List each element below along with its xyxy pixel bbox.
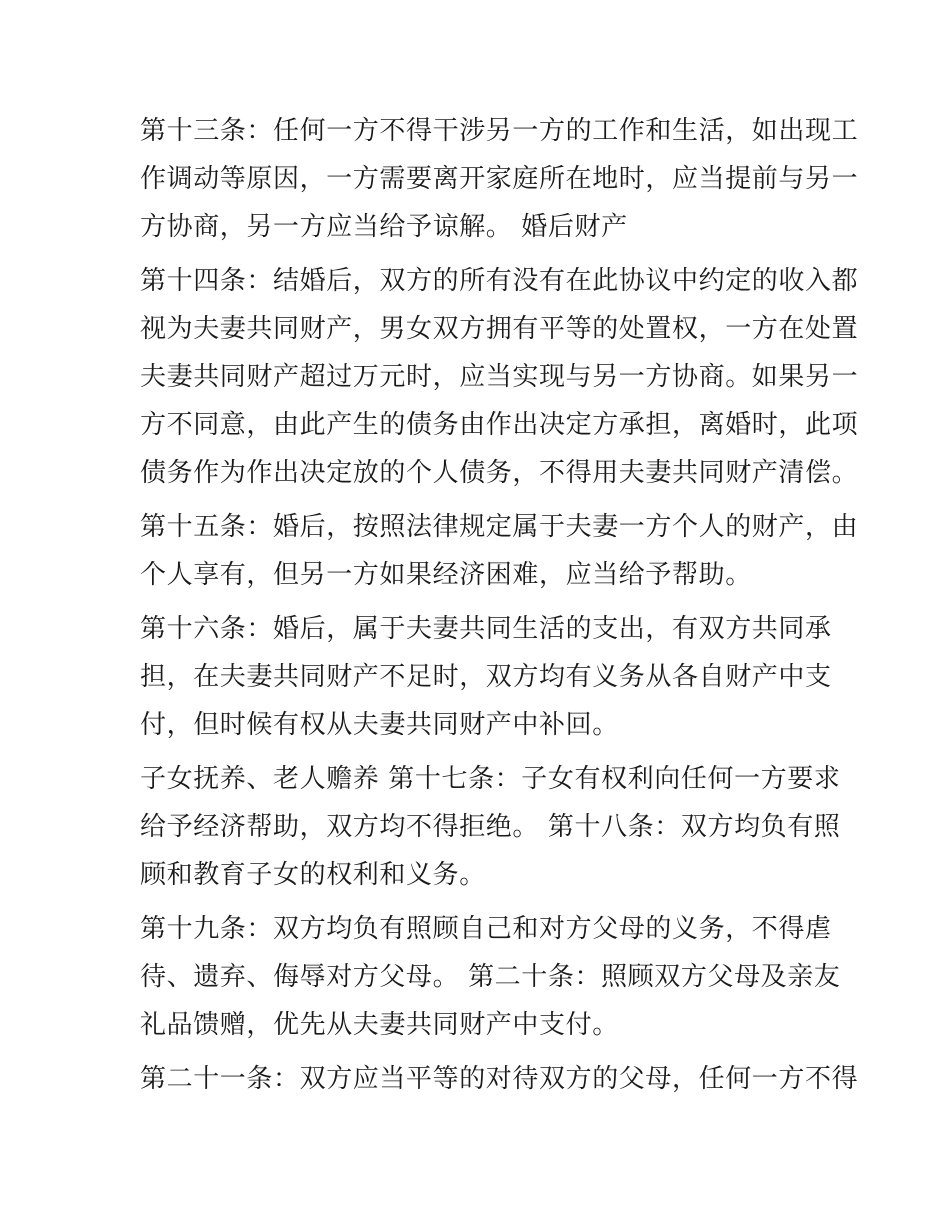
text-line: 第十九条：双方均负有照顾自己和对方父母的义务，不得虐: [140, 914, 832, 944]
text-line: 担，在夫妻共同财产不足时，双方均有义务从各自财产中支: [140, 662, 832, 692]
text-line: 第十五条：婚后，按照法律规定属于夫妻一方个人的财产，由: [140, 512, 859, 542]
text-line: 债务作为作出决定放的个人债务，不得用夫妻共同财产清偿。: [140, 458, 859, 488]
paragraph-articles-17-18: [140, 755, 841, 899]
text-line: 方协商，另一方应当给予谅解。 婚后财产: [140, 212, 628, 242]
text-line: 第十三条：任何一方不得干涉另一方的工作和生活，如出现工: [140, 116, 859, 146]
text-line: 个人享有，但另一方如果经济困难，应当给予帮助。: [140, 560, 752, 590]
text-line: 付，但时候有权从夫妻共同财产中补回。: [140, 710, 619, 740]
text-line: 作调动等原因，一方需要离开家庭所在地时，应当提前与另一: [140, 164, 859, 194]
text-line: 给予经济帮助，双方均不得拒绝。 第十八条：双方均负有照: [140, 812, 841, 842]
text-line: 方不同意，由此产生的债务由作出决定方承担，离婚时，此项: [140, 410, 859, 440]
text-line: 子女抚养、老人赡养 第十七条：子女有权利向任何一方要求: [140, 764, 841, 794]
text-line: 夫妻共同财产超过万元时，应当实现与另一方协商。如果另一: [140, 362, 859, 392]
text-line: 视为夫妻共同财产，男女双方拥有平等的处置权，一方在处置: [140, 314, 859, 344]
text-line: 第二十一条：双方应当平等的对待双方的父母，任何一方不得: [140, 1064, 859, 1094]
text-line: 待、遗弃、侮辱对方父母。 第二十条：照顾双方父母及亲友: [140, 962, 841, 992]
paragraph-article-13: [140, 107, 859, 251]
text-line: 第十六条：婚后，属于夫妻共同生活的支出，有双方共同承: [140, 614, 832, 644]
paragraph-article-21: [140, 1055, 859, 1103]
paragraph-article-16: [140, 605, 832, 749]
document-body: [140, 107, 859, 1103]
paragraph-article-15: [140, 503, 859, 599]
text-line: 顾和教育子女的权利和义务。: [140, 860, 486, 890]
paragraph-article-14: [140, 257, 859, 497]
paragraph-articles-19-20: [140, 905, 841, 1049]
text-line: 礼品馈赠，优先从夫妻共同财产中支付。: [140, 1010, 619, 1040]
text-line: 第十四条：结婚后，双方的所有没有在此协议中约定的收入都: [140, 266, 859, 296]
